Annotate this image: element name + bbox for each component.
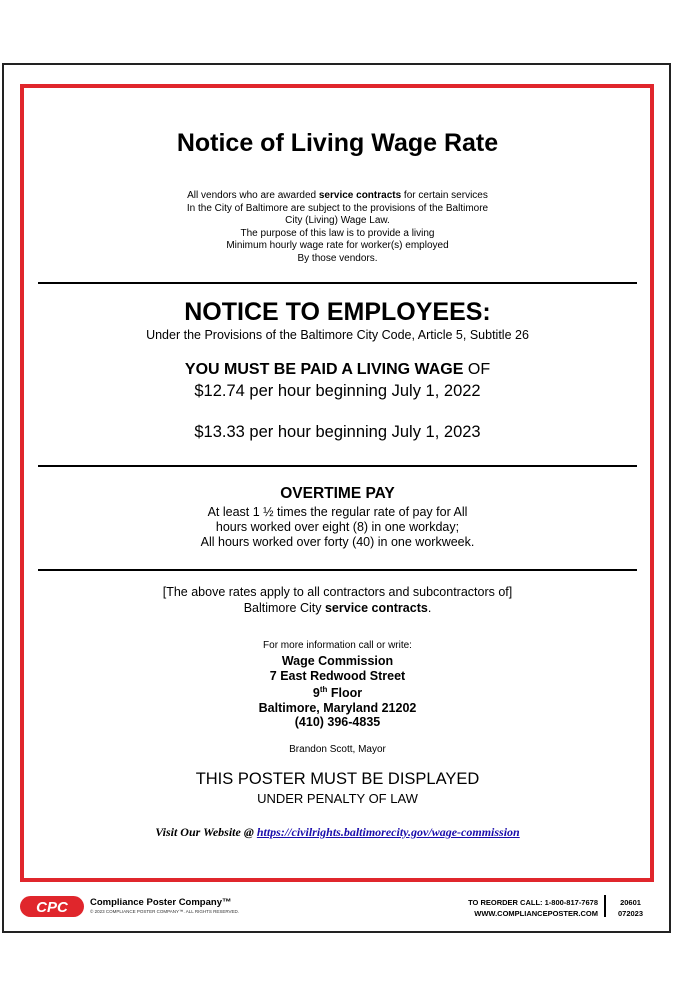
intro-line-3: City (Living) Wage Law.: [285, 215, 390, 226]
contact-label: For more information call or write:: [263, 640, 412, 651]
rate-2023: $13.33 per hour beginning July 1, 2023: [194, 423, 481, 441]
intro-line-2: In the City of Baltimore are subject to the provisions of the Baltimore: [186, 202, 489, 214]
overtime-text: [0, 505, 675, 550]
contact-city: Baltimore, Maryland 21202: [258, 700, 417, 715]
intro-paragraph: [0, 190, 675, 265]
living-wage-heading: YOU MUST BE PAID A LIVING WAGE OF: [184, 361, 491, 378]
overtime-line-2: hours worked over eight (8) in one workday;: [215, 520, 460, 534]
website-line: [0, 825, 675, 840]
intro-line-5: Minimum hourly wage rate for worker(s) employed: [226, 240, 449, 251]
overtime-line-1: At least 1 ½ times the regular rate of pay for All: [207, 505, 468, 519]
copyright-text: © 2023 COMPLIANCE POSTER COMPANY™. ALL RIGHTS RESERVED.: [90, 909, 240, 914]
cpc-logo-text: CPC: [36, 899, 68, 916]
intro-line-4: The purpose of this law is to provide a living: [240, 227, 435, 239]
contact-floor: 9th Floor: [312, 685, 363, 700]
applicability-line-1: [The above rates apply to all contractors and subcontractors of]: [162, 585, 513, 599]
overtime-line-3: All hours worked over forty (40) in one workweek.: [200, 535, 475, 549]
notice-heading: NOTICE TO EMPLOYEES:: [184, 298, 491, 326]
reorder-phone: TO REORDER CALL: 1-800-817-7678: [468, 898, 598, 907]
intro-line-1: All vendors who are awarded service contracts for certain services: [187, 190, 488, 201]
footer-divider: [604, 895, 606, 917]
contact-street: 7 East Redwood Street: [269, 668, 406, 683]
revision-code: 072023: [618, 908, 644, 918]
divider-3: [38, 569, 637, 571]
poster-codes: [618, 898, 643, 919]
contact-address: [0, 654, 675, 730]
display-notice: THIS POSTER MUST BE DISPLAYED: [195, 770, 480, 788]
overtime-heading: OVERTIME PAY: [280, 485, 395, 502]
reorder-website: WWW.COMPLIANCEPOSTER.COM: [474, 908, 598, 918]
contact-org: Wage Commission: [281, 654, 394, 668]
website-link[interactable]: https://civilrights.baltimorecity.gov/wage-commission: [256, 825, 520, 839]
applicability-line-2: Baltimore City service contracts.: [243, 601, 432, 615]
divider-1: [38, 282, 637, 284]
contact-phone: (410) 396-4835: [294, 715, 381, 729]
divider-2: [38, 465, 637, 467]
website-label: Visit Our Website @: [155, 825, 257, 839]
applicability-text: [0, 584, 675, 616]
poster-code: 20601: [620, 898, 641, 907]
intro-line-6: By those vendors.: [297, 252, 378, 264]
provisions-text: Under the Provisions of the Baltimore City Code, Article 5, Subtitle 26: [146, 328, 529, 342]
page-title: Notice of Living Wage Rate: [176, 129, 499, 157]
company-name: Compliance Poster Company™: [90, 897, 232, 908]
penalty-notice: UNDER PENALTY OF LAW: [257, 791, 418, 806]
reorder-info: [468, 898, 598, 919]
cpc-logo-icon: [20, 896, 84, 917]
mayor-name: Brandon Scott, Mayor: [289, 744, 386, 755]
rate-2022: $12.74 per hour beginning July 1, 2022: [194, 382, 481, 400]
